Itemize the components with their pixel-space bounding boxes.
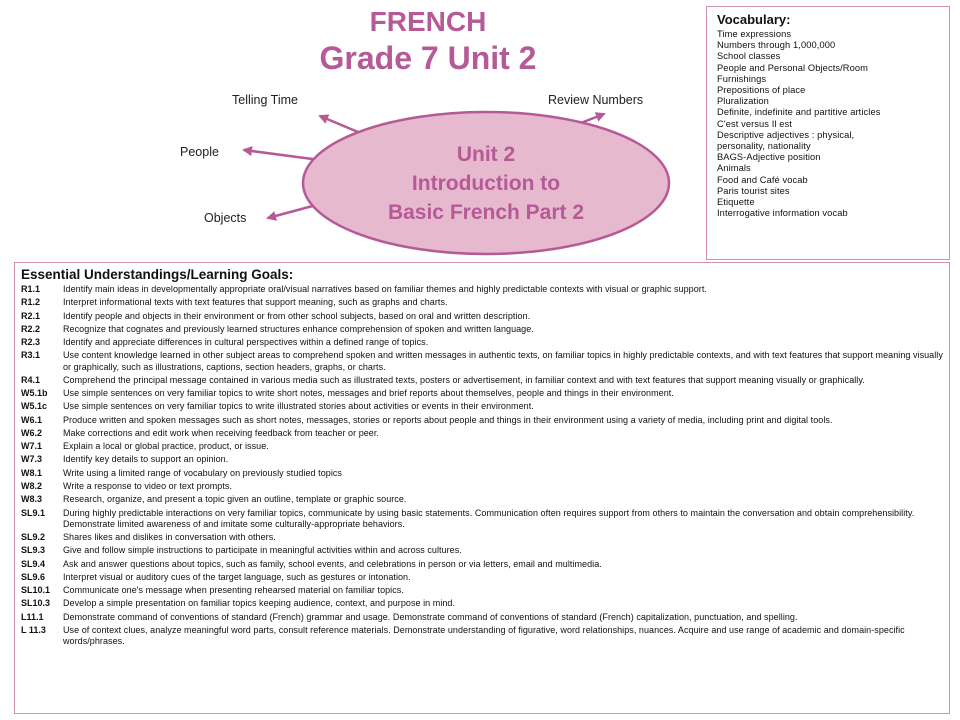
vocabulary-item: Time expressions: [717, 29, 792, 39]
learning-goals-box: [14, 262, 950, 714]
goal-text: Research, organize, and present a topic given an outline, template or graphic source.: [63, 494, 407, 505]
goal-code: W5.1c: [21, 401, 48, 412]
goal-text: Explain a local or global practice, product, or issue.: [63, 441, 269, 452]
goal-row: [21, 324, 943, 335]
vocabulary-item: C'est versus Il est: [717, 118, 792, 129]
goal-row: [21, 532, 943, 543]
goal-row: [21, 284, 943, 295]
goal-code: SL10.3: [21, 598, 51, 609]
goal-row: [21, 297, 943, 308]
goal-code: SL9.4: [21, 558, 46, 569]
vocabulary-item: Etiquette: [717, 197, 755, 208]
goal-code: W8.3: [21, 494, 43, 505]
goal-text: Identify and appreciate differences in cultural perspectives within a defined range of topics.: [63, 337, 429, 348]
goal-text: Develop a simple presentation on familiar topics keeping audience, context, and purpose in mind.: [63, 598, 456, 609]
goal-code: R2.2: [21, 323, 41, 334]
goal-code: W5.1b: [21, 388, 48, 399]
arrow-telling-time: [320, 116, 358, 132]
goal-row: [21, 454, 943, 465]
vocabulary-item: Animals: [717, 163, 751, 174]
goal-text: Use of context clues, analyze meaningful word parts, consult reference materials. Demonstrate understanding of figurative, word relationships, nuances. Acquire and use range of academic and domain-specific words/phrases.: [63, 624, 905, 647]
goal-row: [21, 494, 943, 505]
vocabulary-item: Numbers through 1,000,000: [717, 40, 836, 51]
goal-text: Write using a limited range of vocabulary on previously studied topics: [63, 467, 342, 478]
goal-row: [21, 572, 943, 583]
goal-row: [21, 545, 943, 556]
branch-label-telling-time: Telling Time: [232, 93, 298, 107]
goal-code: SL9.3: [21, 545, 46, 556]
vocabulary-item: Furnishings: [717, 73, 767, 84]
goal-code: R3.1: [21, 350, 41, 361]
goal-text: Comprehend the principal message contained in various media such as illustrated texts, posters or advertisement, in familiar context and with text features that support meaning visually or graphically.: [63, 374, 865, 385]
goal-text: Communicate one's message when presenting rehearsed material on familiar topics.: [63, 585, 404, 596]
unit-number: Unit 2: [456, 143, 516, 166]
goal-text: During highly predictable interactions on very familiar topics, communicate by using basic statements. Communication often requires support from others to maintain the conversation and obtain comprehensibility. Demonstrate limited awareness of and imitate some culturally-appropriate behaviors.: [63, 507, 915, 529]
vocabulary-item: People and Personal Objects/Room: [717, 62, 869, 73]
goal-code: R1.2: [21, 297, 41, 308]
goal-row: [21, 375, 943, 386]
vocabulary-list: [717, 29, 949, 219]
goal-text: Identify main ideas in developmentally appropriate oral/visual narratives based on familiar themes and highly predictable contexts with visual or graphic support.: [63, 284, 707, 294]
goal-code: SL10.1: [21, 585, 51, 596]
vocabulary-item: Paris tourist sites: [717, 185, 790, 196]
page-title-unit: Grade 7 Unit 2: [319, 40, 537, 76]
unit-title-line1: Introduction to: [411, 172, 561, 195]
learning-goals-title: Essential Understandings/Learning Goals:: [21, 267, 294, 282]
goal-text: Identify people and objects in their environment or from other school subjects, based on oral and written description.: [63, 310, 531, 321]
vocabulary-item: Pluralization: [717, 96, 769, 107]
goal-code: W6.2: [21, 427, 43, 438]
learning-goals-list: [21, 284, 943, 647]
goal-code: SL9.6: [21, 571, 46, 582]
goal-text: Use simple sentences on very familiar topics to write illustrated stories about activities or events in their environment.: [63, 401, 534, 412]
goal-code: W6.1: [21, 414, 43, 425]
goal-code: L11.1: [21, 611, 44, 622]
vocabulary-box: [706, 6, 950, 260]
goal-text: Identify key details to support an opinion.: [63, 454, 229, 465]
arrow-people: [244, 150, 320, 160]
goal-code: W7.1: [21, 441, 43, 452]
goal-row: [21, 401, 943, 412]
vocabulary-item: Prepositions of place: [717, 85, 806, 96]
goal-row: [21, 415, 943, 426]
goal-row: [21, 388, 943, 399]
goal-text: Use simple sentences on very familiar topics to write short notes, messages and brief reports about themselves, people and things in their environment.: [63, 388, 674, 399]
goal-code: R4.1: [21, 374, 41, 385]
goal-text: Recognize that cognates and previously learned structures enhance comprehension of spoken and written language.: [63, 323, 534, 334]
goal-text: Interpret informational texts with text features that support meaning, such as graphs and charts.: [63, 297, 448, 308]
goal-text: Shares likes and dislikes in conversation with others.: [63, 531, 276, 542]
branch-label-objects: Objects: [204, 211, 247, 225]
vocabulary-item: personality, nationality: [717, 141, 811, 152]
goal-row: [21, 350, 943, 372]
vocabulary-item: BAGS-Adjective position: [717, 152, 821, 163]
vocabulary-item: School classes: [717, 51, 781, 62]
goal-code: W7.3: [21, 454, 43, 465]
goal-text: Demonstrate command of conventions of standard (French) grammar and usage. Demonstrate command of conventions of standard (French) capitalization, punctuation, and spelling.: [63, 611, 798, 622]
goal-row: [21, 508, 943, 530]
goal-code: W8.1: [21, 467, 43, 478]
unit-ellipse-label: [352, 140, 620, 227]
goal-code: R1.1: [21, 284, 41, 294]
goal-text: Interpret visual or auditory cues of the target language, such as gestures or intonation.: [63, 571, 411, 582]
goal-row: [21, 612, 943, 623]
goal-row: [21, 441, 943, 452]
goal-row: [21, 598, 943, 609]
vocabulary-title: Vocabulary:: [717, 12, 791, 27]
goal-code: R2.3: [21, 337, 41, 348]
vocabulary-item: Food and Café vocab: [717, 174, 808, 185]
goal-text: Use content knowledge learned in other subject areas to comprehend spoken and written messages in authentic texts, on familiar topics in highly predictable contexts, and with text features that support meaning visually or graphically, such as illustrations, captions, section headers, graphs, or charts.: [63, 350, 943, 372]
goal-code: W8.2: [21, 481, 43, 492]
vocabulary-item: Interrogative information vocab: [717, 208, 848, 219]
goal-code: L 11.3: [21, 624, 46, 635]
branch-label-people: People: [180, 145, 219, 159]
goal-text: Ask and answer questions about topics, such as family, school events, and celebrations in person or via letters, email and multimedia.: [63, 558, 602, 569]
goal-row: [21, 337, 943, 348]
unit-title-line2: Basic French Part 2: [387, 201, 585, 224]
goal-row: [21, 428, 943, 439]
goal-code: SL9.1: [21, 507, 46, 518]
goal-row: [21, 559, 943, 570]
goal-row: [21, 481, 943, 492]
goal-text: Give and follow simple instructions to participate in meaningful activities within and across cultures.: [63, 545, 462, 556]
vocabulary-item: Descriptive adjectives : physical,: [717, 129, 855, 140]
goal-code: R2.1: [21, 310, 41, 321]
page-title-subject: FRENCH: [369, 6, 487, 37]
goal-row: [21, 625, 943, 647]
goal-row: [21, 585, 943, 596]
vocabulary-item: Definite, indefinite and partitive articles: [717, 107, 881, 118]
goal-text: Produce written and spoken messages such as short notes, messages, stories or reports about people and things in their environment using a variety of media, including print and digital tools.: [63, 414, 833, 425]
goal-text: Make corrections and edit work when receiving feedback from teacher or peer.: [63, 427, 379, 438]
goal-row: [21, 468, 943, 479]
goal-code: SL9.2: [21, 531, 46, 542]
goal-text: Write a response to video or text prompts.: [63, 481, 233, 492]
goal-row: [21, 311, 943, 322]
branch-label-review-numbers: Review Numbers: [548, 93, 644, 107]
